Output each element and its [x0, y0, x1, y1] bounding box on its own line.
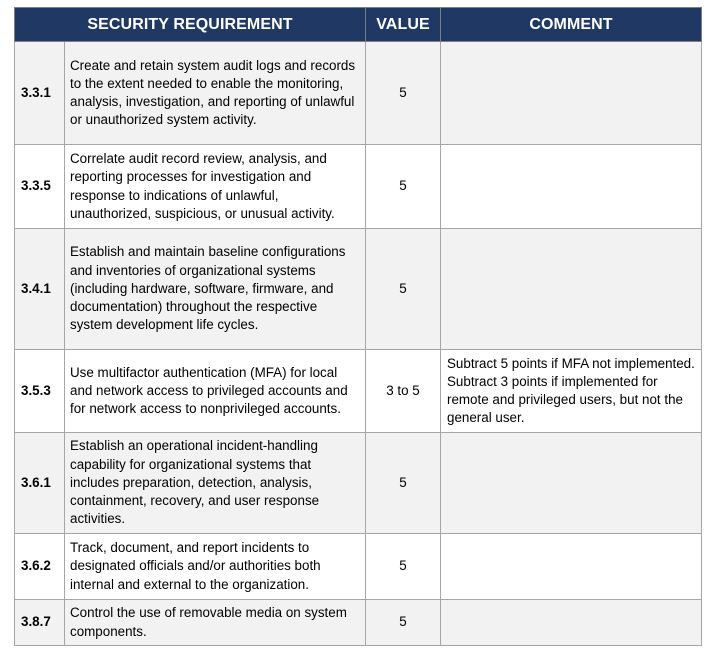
requirement-id: 3.8.7 — [15, 600, 65, 646]
requirement-text: Create and retain system audit logs and records to the extent needed to enable the monitoring, analysis, investigation, and reporting of unlawful or unauthorized system activity. — [65, 42, 366, 145]
header-value: VALUE — [366, 8, 441, 42]
requirement-text: Establish an operational incident-handling capability for organizational systems that includes preparation, detection, analysis, containment, recovery, and user response activities. — [65, 433, 366, 534]
requirement-id: 3.3.1 — [15, 42, 65, 145]
table-row — [15, 600, 702, 646]
table-body — [15, 42, 702, 646]
table-header — [15, 8, 702, 42]
requirement-value: 5 — [366, 42, 441, 145]
requirement-comment — [441, 229, 702, 350]
requirement-comment — [441, 534, 702, 600]
table-row — [15, 229, 702, 350]
requirement-text: Correlate audit record review, analysis, and reporting processes for investigation and response to indications of unlawful, unauthorized, suspicious, or unusual activity. — [65, 145, 366, 229]
requirement-value: 3 to 5 — [366, 350, 441, 433]
requirement-value: 5 — [366, 229, 441, 350]
requirement-text: Control the use of removable media on system components. — [65, 600, 366, 646]
requirement-value: 5 — [366, 534, 441, 600]
requirement-text: Establish and maintain baseline configurations and inventories of organizational systems (including hardware, software, firmware, and documentation) throughout the respective system development life cycles. — [65, 229, 366, 350]
requirement-id: 3.4.1 — [15, 229, 65, 350]
header-comment: COMMENT — [441, 8, 702, 42]
requirement-comment — [441, 433, 702, 534]
requirement-value: 5 — [366, 433, 441, 534]
header-row — [15, 8, 702, 42]
security-requirements-table — [14, 7, 702, 646]
requirement-text: Track, document, and report incidents to designated officials and/or authorities both internal and external to the organization. — [65, 534, 366, 600]
table-row — [15, 350, 702, 433]
table-row — [15, 145, 702, 229]
requirement-value: 5 — [366, 600, 441, 646]
requirement-id: 3.6.2 — [15, 534, 65, 600]
requirement-id: 3.6.1 — [15, 433, 65, 534]
table-row — [15, 42, 702, 145]
requirement-value: 5 — [366, 145, 441, 229]
requirement-comment — [441, 42, 702, 145]
requirement-id: 3.5.3 — [15, 350, 65, 433]
table-row — [15, 534, 702, 600]
header-security-requirement: SECURITY REQUIREMENT — [15, 8, 366, 42]
security-requirements-table-container — [14, 7, 701, 646]
table-row — [15, 433, 702, 534]
requirement-id: 3.3.5 — [15, 145, 65, 229]
requirement-comment — [441, 145, 702, 229]
requirement-comment: Subtract 5 points if MFA not implemented. Subtract 3 points if implemented for remote and privileged users, but not the general user. — [441, 350, 702, 433]
requirement-comment — [441, 600, 702, 646]
requirement-text: Use multifactor authentication (MFA) for local and network access to privileged accounts and for network access to nonprivileged accounts. — [65, 350, 366, 433]
